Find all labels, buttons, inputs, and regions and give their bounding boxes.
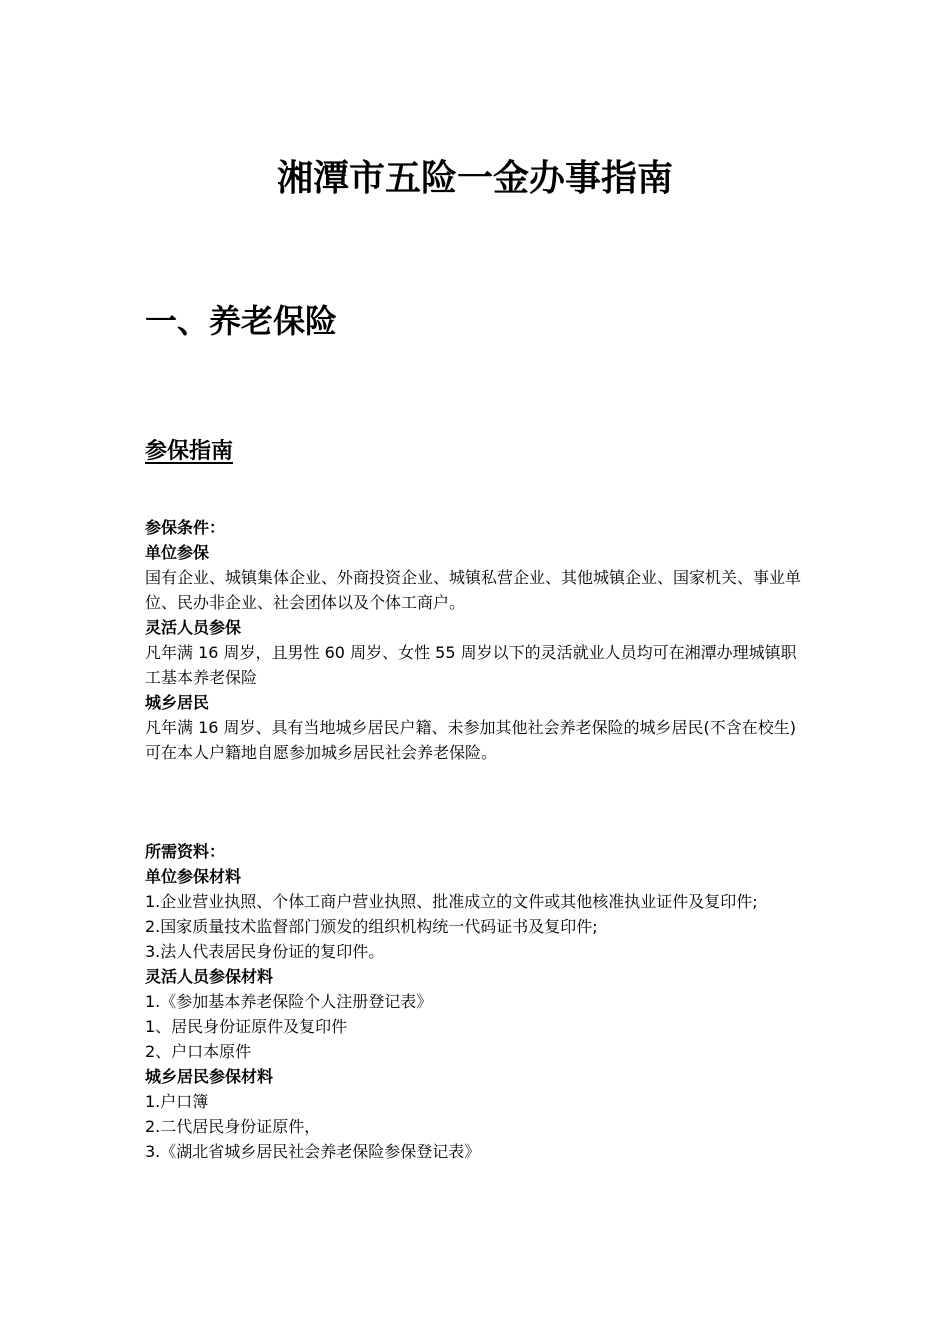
list-item: 3.法人代表居民身份证的复印件。 <box>145 942 385 961</box>
conditions-block <box>145 515 810 765</box>
materials-heading: 所需资料： <box>145 842 226 861</box>
flexible-text: 凡年满 16 周岁，且男性 60 周岁、女性 55 周岁以下的灵活就业人员均可在湘潭办理城镇职工基本养老保险 <box>145 643 797 687</box>
list-item: 2、户口本原件 <box>145 1042 252 1061</box>
list-item: 2.二代居民身份证原件， <box>145 1117 321 1136</box>
unit-materials-label: 单位参保材料 <box>145 867 242 886</box>
conditions-heading: 参保条件： <box>145 518 226 537</box>
unit-label: 单位参保 <box>145 543 210 562</box>
list-item: 1.《参加基本养老保险个人注册登记表》 <box>145 992 433 1011</box>
section-heading: 一、养老保险 <box>145 302 338 340</box>
list-item: 3.《湖北省城乡居民社会养老保险参保登记表》 <box>145 1142 481 1161</box>
materials-block <box>145 839 810 1164</box>
resident-label: 城乡居民 <box>145 693 210 712</box>
resident-text-1: 凡年满 16 周岁、具有当地城乡居民户籍、未参加其他社会养老保险的城乡居民(不含在校生) <box>145 718 797 737</box>
subsection-heading: 参保指南 <box>145 439 234 464</box>
resident-materials-label: 城乡居民参保材料 <box>145 1067 274 1086</box>
list-item: 2.国家质量技术监督部门颁发的组织机构统一代码证书及复印件; <box>145 917 598 936</box>
resident-text-2: 可在本人户籍地自愿参加城乡居民社会养老保险。 <box>145 743 498 762</box>
unit-text: 国有企业、城镇集体企业、外商投资企业、城镇私营企业、其他城镇企业、国家机关、事业单位、民办非企业、社会团体以及个体工商户。 <box>145 568 802 612</box>
list-item: 1、居民身份证原件及复印件 <box>145 1017 348 1036</box>
document-title: 湘潭市五险一金办事指南 <box>276 158 673 199</box>
list-item: 1.户口簿 <box>145 1092 209 1111</box>
list-item: 1.企业营业执照、个体工商户营业执照、批准成立的文件或其他核准执业证件及复印件; <box>145 892 758 911</box>
flexible-label: 灵活人员参保 <box>145 618 242 637</box>
flexible-materials-label: 灵活人员参保材料 <box>145 967 274 986</box>
